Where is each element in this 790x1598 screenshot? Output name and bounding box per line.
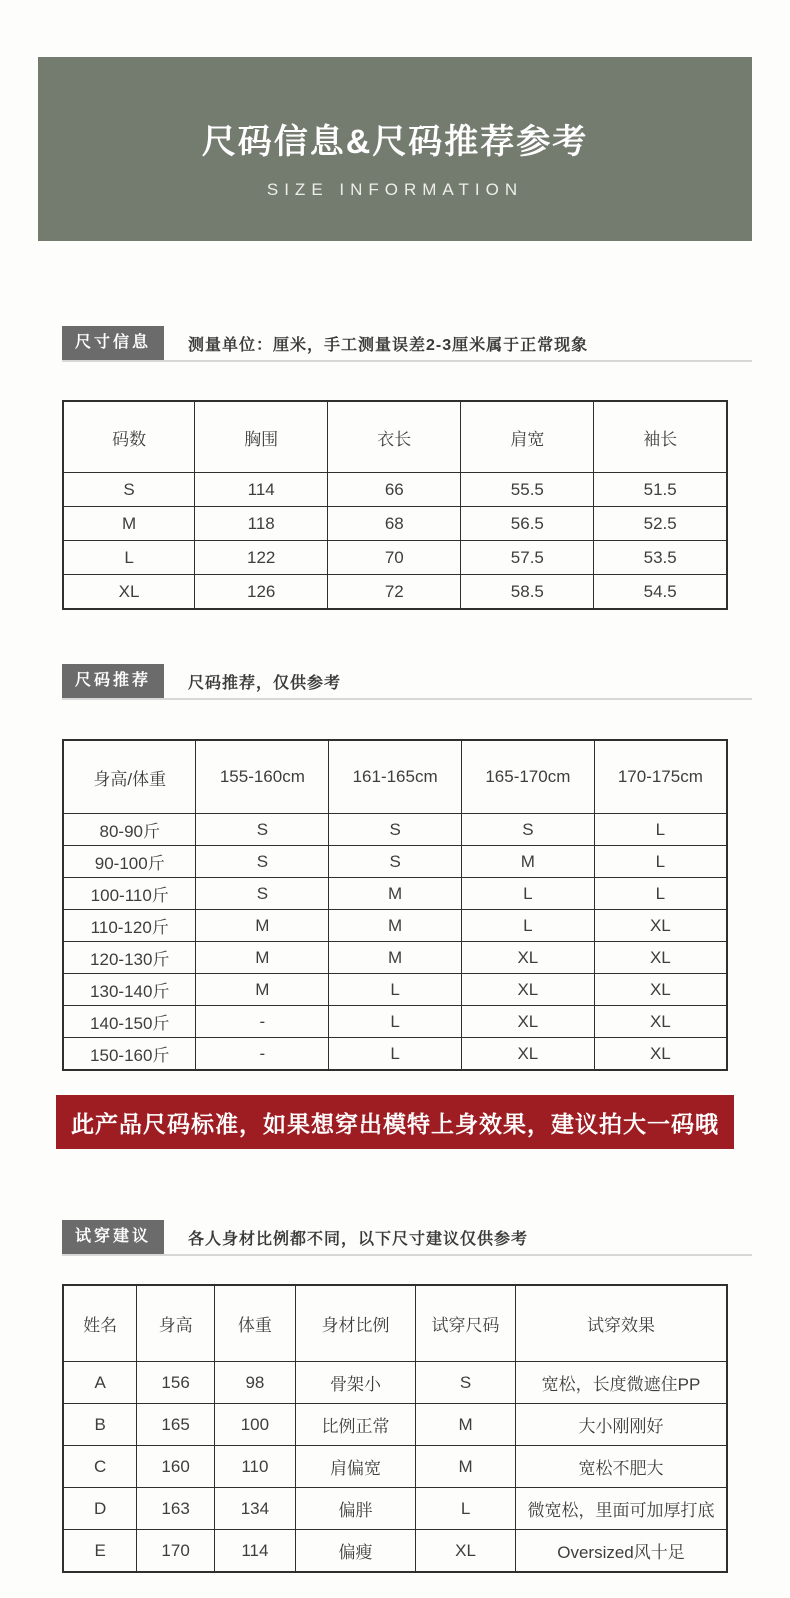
table-row bbox=[63, 846, 727, 878]
table-row bbox=[63, 1362, 727, 1404]
table-cell: 140-150斤 bbox=[63, 1006, 196, 1038]
table-cell: 110-120斤 bbox=[63, 910, 196, 942]
table-cell: 72 bbox=[328, 575, 461, 610]
section-fitting-advice-label: 试穿建议 bbox=[62, 1220, 164, 1254]
table-cell: 58.5 bbox=[461, 575, 594, 610]
column-header: 姓名 bbox=[63, 1285, 137, 1362]
table-row bbox=[63, 541, 727, 575]
column-header: 衣长 bbox=[328, 401, 461, 473]
size-table bbox=[62, 400, 728, 610]
table-cell: 55.5 bbox=[461, 473, 594, 507]
column-header: 码数 bbox=[63, 401, 195, 473]
table-cell: 165 bbox=[137, 1404, 215, 1446]
table-cell: B bbox=[63, 1404, 137, 1446]
table-cell: S bbox=[196, 846, 329, 878]
section-size-info-desc: 测量单位：厘米，手工测量误差2-3厘米属于正常现象 bbox=[188, 336, 589, 354]
section-size-info-label: 尺寸信息 bbox=[62, 326, 164, 360]
table-cell: 100-110斤 bbox=[63, 878, 196, 910]
section-size-info bbox=[62, 326, 752, 362]
table-cell: 163 bbox=[137, 1488, 215, 1530]
table-cell: 156 bbox=[137, 1362, 215, 1404]
table-row bbox=[63, 1404, 727, 1446]
table-cell: XL bbox=[461, 1038, 594, 1071]
fitting-table bbox=[62, 1284, 728, 1573]
table-cell: S bbox=[196, 814, 329, 846]
table-cell: 宽松，长度微遮住PP bbox=[516, 1362, 727, 1404]
table-cell: - bbox=[196, 1038, 329, 1071]
table-cell: M bbox=[63, 507, 195, 541]
table-cell: 130-140斤 bbox=[63, 974, 196, 1006]
table-cell: S bbox=[461, 814, 594, 846]
table-cell: L bbox=[329, 974, 462, 1006]
header-banner bbox=[38, 57, 752, 241]
table-cell: D bbox=[63, 1488, 137, 1530]
column-header: 161-165cm bbox=[329, 740, 462, 814]
banner-subtitle: SIZE INFORMATION bbox=[266, 180, 524, 199]
table-cell: M bbox=[329, 878, 462, 910]
column-header: 身高 bbox=[137, 1285, 215, 1362]
table-cell: M bbox=[461, 846, 594, 878]
table-cell: 110 bbox=[214, 1446, 295, 1488]
table-cell: 90-100斤 bbox=[63, 846, 196, 878]
table-cell: 118 bbox=[195, 507, 328, 541]
table-cell: 98 bbox=[214, 1362, 295, 1404]
table-cell: L bbox=[461, 910, 594, 942]
table-cell: 114 bbox=[214, 1530, 295, 1573]
table-cell: XL bbox=[461, 942, 594, 974]
table-header-row bbox=[63, 1285, 727, 1362]
table-cell: XL bbox=[594, 974, 727, 1006]
table-cell: M bbox=[416, 1404, 516, 1446]
table-cell: C bbox=[63, 1446, 137, 1488]
section-fitting-advice bbox=[62, 1220, 752, 1256]
table-cell: M bbox=[329, 942, 462, 974]
table-cell: 骨架小 bbox=[295, 1362, 415, 1404]
section-size-recommend-label: 尺码推荐 bbox=[62, 664, 164, 698]
table-cell: 66 bbox=[328, 473, 461, 507]
size-alert-banner: 此产品尺码标准，如果想穿出模特上身效果，建议拍大一码哦 bbox=[56, 1095, 734, 1149]
table-row bbox=[63, 1488, 727, 1530]
table-row bbox=[63, 974, 727, 1006]
table-cell: 52.5 bbox=[594, 507, 727, 541]
table-cell: XL bbox=[63, 575, 195, 610]
column-header: 170-175cm bbox=[594, 740, 727, 814]
table-cell: 54.5 bbox=[594, 575, 727, 610]
column-header: 体重 bbox=[214, 1285, 295, 1362]
section-size-recommend-desc: 尺码推荐，仅供参考 bbox=[188, 674, 342, 692]
table-cell: L bbox=[329, 1006, 462, 1038]
column-header: 袖长 bbox=[594, 401, 727, 473]
table-cell: 宽松不肥大 bbox=[516, 1446, 727, 1488]
table-cell: 偏胖 bbox=[295, 1488, 415, 1530]
table-row bbox=[63, 575, 727, 610]
table-cell: XL bbox=[594, 910, 727, 942]
table-cell: 比例正常 bbox=[295, 1404, 415, 1446]
table-cell: S bbox=[416, 1362, 516, 1404]
table-cell: 126 bbox=[195, 575, 328, 610]
table-cell: 微宽松，里面可加厚打底 bbox=[516, 1488, 727, 1530]
table-cell: XL bbox=[416, 1530, 516, 1573]
table-row bbox=[63, 814, 727, 846]
table-cell: - bbox=[196, 1006, 329, 1038]
table-cell: M bbox=[329, 910, 462, 942]
table-cell: 100 bbox=[214, 1404, 295, 1446]
table-cell: XL bbox=[594, 1006, 727, 1038]
table-cell: 大小刚刚好 bbox=[516, 1404, 727, 1446]
table-cell: XL bbox=[461, 974, 594, 1006]
table-row bbox=[63, 1446, 727, 1488]
table-cell: XL bbox=[594, 1038, 727, 1071]
table-cell: L bbox=[63, 541, 195, 575]
table-row bbox=[63, 507, 727, 541]
column-header: 胸围 bbox=[195, 401, 328, 473]
table-cell: 51.5 bbox=[594, 473, 727, 507]
table-row bbox=[63, 910, 727, 942]
table-cell: 160 bbox=[137, 1446, 215, 1488]
table-cell: A bbox=[63, 1362, 137, 1404]
table-cell: 134 bbox=[214, 1488, 295, 1530]
table-cell: L bbox=[416, 1488, 516, 1530]
table-cell: 80-90斤 bbox=[63, 814, 196, 846]
table-cell: XL bbox=[594, 942, 727, 974]
table-cell: 120-130斤 bbox=[63, 942, 196, 974]
column-header: 165-170cm bbox=[461, 740, 594, 814]
table-cell: M bbox=[196, 974, 329, 1006]
column-header: 肩宽 bbox=[461, 401, 594, 473]
table-cell: 114 bbox=[195, 473, 328, 507]
table-cell: 肩偏宽 bbox=[295, 1446, 415, 1488]
column-header: 试穿效果 bbox=[516, 1285, 727, 1362]
size-recommend-table bbox=[62, 739, 728, 1071]
table-cell: 170 bbox=[137, 1530, 215, 1573]
table-cell: L bbox=[461, 878, 594, 910]
column-header: 155-160cm bbox=[196, 740, 329, 814]
table-row bbox=[63, 878, 727, 910]
table-cell: 偏瘦 bbox=[295, 1530, 415, 1573]
table-cell: L bbox=[594, 878, 727, 910]
table-cell: L bbox=[329, 1038, 462, 1071]
table-header-row bbox=[63, 401, 727, 473]
table-cell: L bbox=[594, 846, 727, 878]
table-row bbox=[63, 1006, 727, 1038]
column-header: 身材比例 bbox=[295, 1285, 415, 1362]
banner-title: 尺码信息&尺码推荐参考 bbox=[201, 123, 589, 161]
table-cell: 70 bbox=[328, 541, 461, 575]
table-cell: 53.5 bbox=[594, 541, 727, 575]
table-cell: 57.5 bbox=[461, 541, 594, 575]
table-cell: Oversized风十足 bbox=[516, 1530, 727, 1573]
table-cell: S bbox=[63, 473, 195, 507]
section-size-recommend bbox=[62, 664, 752, 700]
section-fitting-advice-desc: 各人身材比例都不同，以下尺寸建议仅供参考 bbox=[188, 1230, 529, 1248]
table-cell: 122 bbox=[195, 541, 328, 575]
table-row bbox=[63, 942, 727, 974]
table-cell: S bbox=[329, 846, 462, 878]
table-cell: 56.5 bbox=[461, 507, 594, 541]
table-header-row bbox=[63, 740, 727, 814]
table-cell: M bbox=[416, 1446, 516, 1488]
table-cell: S bbox=[329, 814, 462, 846]
table-cell: 150-160斤 bbox=[63, 1038, 196, 1071]
table-row bbox=[63, 1038, 727, 1071]
column-header: 试穿尺码 bbox=[416, 1285, 516, 1362]
column-header: 身高/体重 bbox=[63, 740, 196, 814]
table-cell: M bbox=[196, 910, 329, 942]
table-cell: XL bbox=[461, 1006, 594, 1038]
table-cell: S bbox=[196, 878, 329, 910]
table-cell: 68 bbox=[328, 507, 461, 541]
table-cell: L bbox=[594, 814, 727, 846]
table-row bbox=[63, 1530, 727, 1573]
table-cell: E bbox=[63, 1530, 137, 1573]
table-row bbox=[63, 473, 727, 507]
table-cell: M bbox=[196, 942, 329, 974]
